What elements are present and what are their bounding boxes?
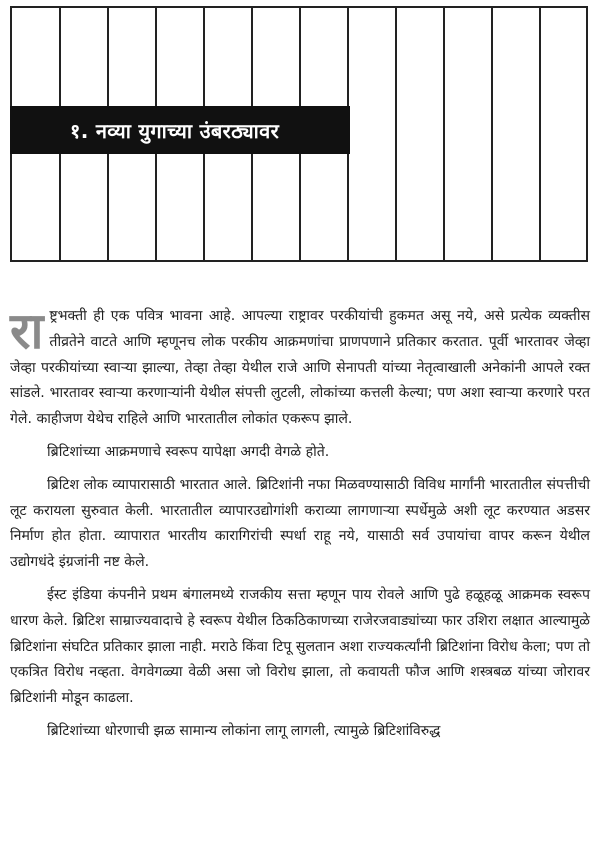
body-text: [10, 301, 590, 752]
header-rule: [395, 8, 397, 260]
paragraph: ब्रिटिशांच्या आक्रमणाचे स्वरूप यापेक्षा अगदी वेगळे होते.: [47, 443, 330, 460]
paragraph: ब्रिटिश लोक व्यापारासाठी भारतात आले. ब्रिटिशांनी नफा मिळवण्यासाठी विविध मार्गांनी भारतातील संपत्तीची लूट करायला सुरुवात केली. भारतातील व्यापारउद्योगांशी कराव्या लागणाऱ्या स्पर्धेमुळे अशी लूट करण्यात अडसर निर्माण होत होता. व्यापारात भारतीय कारागिरांची स्पर्धा राहू नये, यासाठी सर्व उपायांचा वापर करून येथील उद्योगधंदे इंग्रजांनी नष्ट केले.: [10, 476, 590, 571]
paragraph: ईस्ट इंडिया कंपनीने प्रथम बंगालमध्ये राजकीय सत्ता म्हणून पाय रोवले आणि पुढे हळूहळू आक्रमक स्वरूप धारण केले. ब्रिटिश साम्राज्यवादाचे हे स्वरूप येथील ठिकठिकाणच्या राजेरजवाड्यांच्या फार उशिरा लक्षात आल्यामुळे ब्रिटिशांना संघटित प्रतिकार झाला नाही. मराठे किंवा टिपू सुलतान अशा राज्यकर्त्यांनी ब्रिटिशांना विरोध केला; पण तो एकत्रित विरोध नव्हता. वेगवेगळ्या वेळी असा जो विरोध झाला, तो कवायती फौज आणि शस्त्रबळ यांच्या जोरावर ब्रिटिशांनी मोडून काढला.: [10, 586, 590, 707]
paragraph: ब्रिटिशांच्या धोरणाची झळ सामान्य लोकांना लागू लागली, त्यामुळे ब्रिटिशांविरुद्ध: [47, 722, 441, 739]
header-rule: [491, 8, 493, 260]
header-rule: [443, 8, 445, 260]
paragraph: [10, 301, 590, 433]
drop-cap: रा: [10, 301, 44, 360]
header-rule: [539, 8, 541, 260]
chapter-title: १. नव्या युगाच्या उंबरठ्यावर: [10, 106, 350, 154]
paragraph-text: ष्ट्रभक्ती ही एक पवित्र भावना आहे. आपल्या राष्ट्रावर परकीयांची हुकमत असू नये, असे प्रत्येक व्यक्तीस तीव्रतेने वाटते आणि म्हणूनच लोक परकीय आक्रमणांचा प्राणपणाने प्रतिकार करतात. पूर्वी भारतावर जेव्हा जेव्हा परकीयांच्या स्वाऱ्या झाल्या, तेव्हा तेव्हा येथील राजे आणि सेनापती यांच्या नेतृत्वाखाली अनेकांनी आपले रक्त सांडले. भारतावर स्वाऱ्या करणाऱ्यांनी येथील संपत्ती लुटली, लोकांच्या कत्तली केल्या; पण अशा स्वाऱ्या करणारे परत गेले. काहीजण येथेच राहिले आणि भारतातील लोकांत एकरूप झाले.: [10, 308, 590, 428]
